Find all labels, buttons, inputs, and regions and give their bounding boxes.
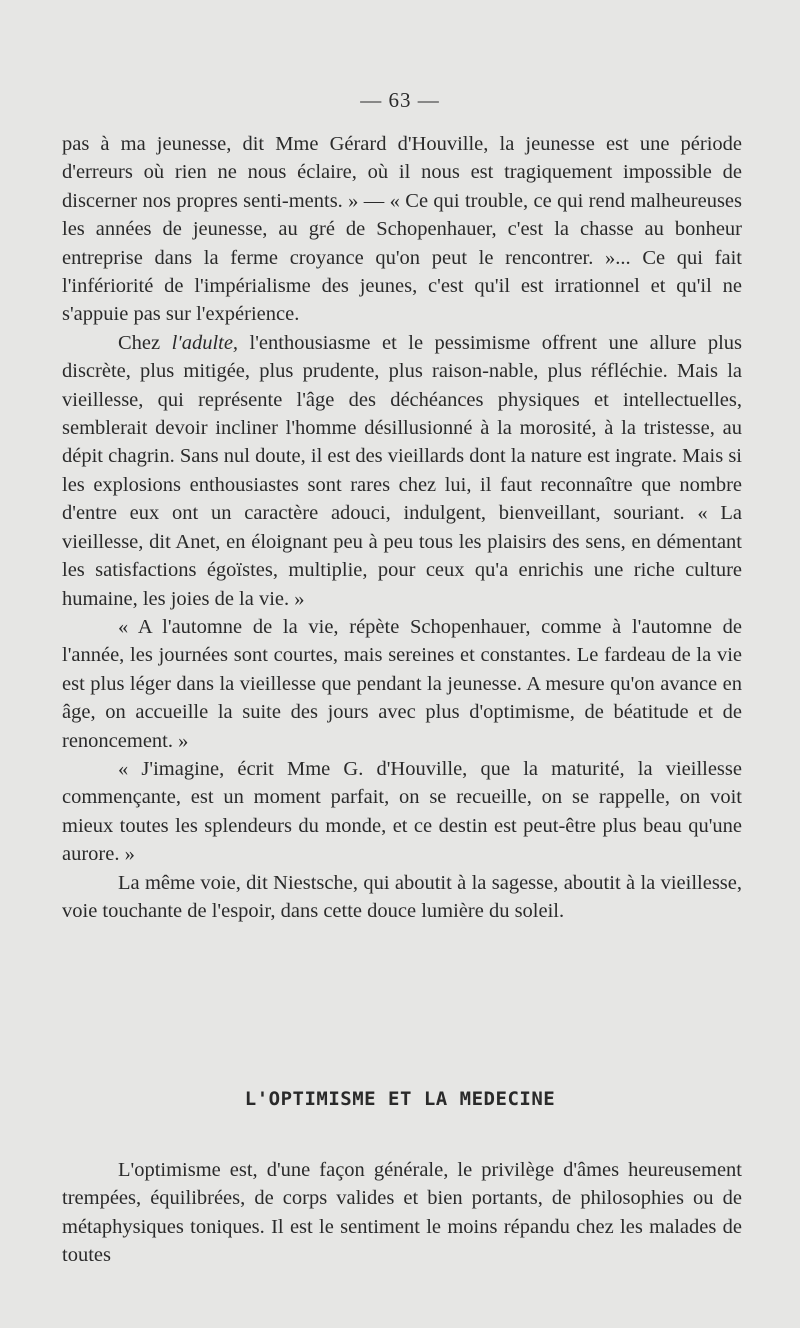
paragraph: « A l'automne de la vie, répète Schopenhauer, comme à l'automne de l'année, les journées sont courtes, mais sereines et constantes. Le fardeau de la vie est plus léger dans la vieillesse que pendant la jeunesse. A mesure qu'on avance en âge, on accueille la suite des jours avec plus d'optimisme, de béatitude et de renoncement. » xyxy=(62,615,742,752)
main-text xyxy=(62,130,742,925)
paragraph: La même voie, dit Niestsche, qui aboutit à la sagesse, aboutit à la vieillesse, voie touchante de l'espoir, dans cette douce lumière du soleil. xyxy=(62,871,742,922)
section-heading: L'OPTIMISME ET LA MEDECINE xyxy=(244,1088,556,1110)
italic-term: l'adulte, xyxy=(171,331,239,354)
paragraph-lead: Chez xyxy=(118,331,161,354)
section-text xyxy=(62,1156,742,1270)
paragraph xyxy=(62,329,742,613)
paragraph: pas à ma jeunesse, dit Mme Gérard d'Houville, la jeunesse est une période d'erreurs où rien ne nous éclaire, où il nous est tragiquement impossible de discerner nos propres senti-ments. » — « Ce qui trouble, ce qui rend malheureuses les années de jeunesse, au gré de Schopenhauer, c'est la chasse au bonheur entreprise dans la ferme croyance qu'on peut le rencontrer. »... Ce qui fait l'infériorité de l'impérialisme des jeunes, c'est qu'il est irrationnel et qu'il ne s'appuie pas sur l'expérience. xyxy=(62,133,742,326)
paragraph: « J'imagine, écrit Mme G. d'Houville, que la maturité, la vieillesse commençante, est un moment parfait, on se recueille, on se rappelle, on voit mieux toutes les splendeurs du monde, et ce destin est peut-être plus beau qu'une aurore. » xyxy=(62,757,742,866)
paragraph-rest: l'enthousiasme et le pessimisme offrent une allure plus discrète, plus mitigée, plus prudente, plus raison-nable, plus réfléchie. Mais la vieillesse, qui représente l'âge des déchéances physiques et intellectuelles, semblerait devoir incliner l'homme désillusionné à la morosité, à la tristesse, au dépit chagrin. Sans nul doute, il est des vieillards dont la nature est ingrate. Mais si les explosions enthousiastes sont rares chez lui, il faut reconnaître que nombre d'entre eux ont un caractère adouci, indulgent, bienveillant, souriant. « La vieillesse, dit Anet, en éloignant peu à peu tous les plaisirs des sens, en démentant les satisfactions égoïstes, multiplie, pour ceux qu'a enrichis une riche culture humaine, les joies de la vie. » xyxy=(62,331,742,610)
page-number: — 63 — xyxy=(360,88,440,112)
paragraph: L'optimisme est, d'une façon générale, le privilège d'âmes heureusement trempées, équilibrées, de corps valides et bien portants, de philosophies ou de métaphysiques toniques. Il est le sentiment le moins répandu chez les malades de toutes xyxy=(62,1159,742,1267)
